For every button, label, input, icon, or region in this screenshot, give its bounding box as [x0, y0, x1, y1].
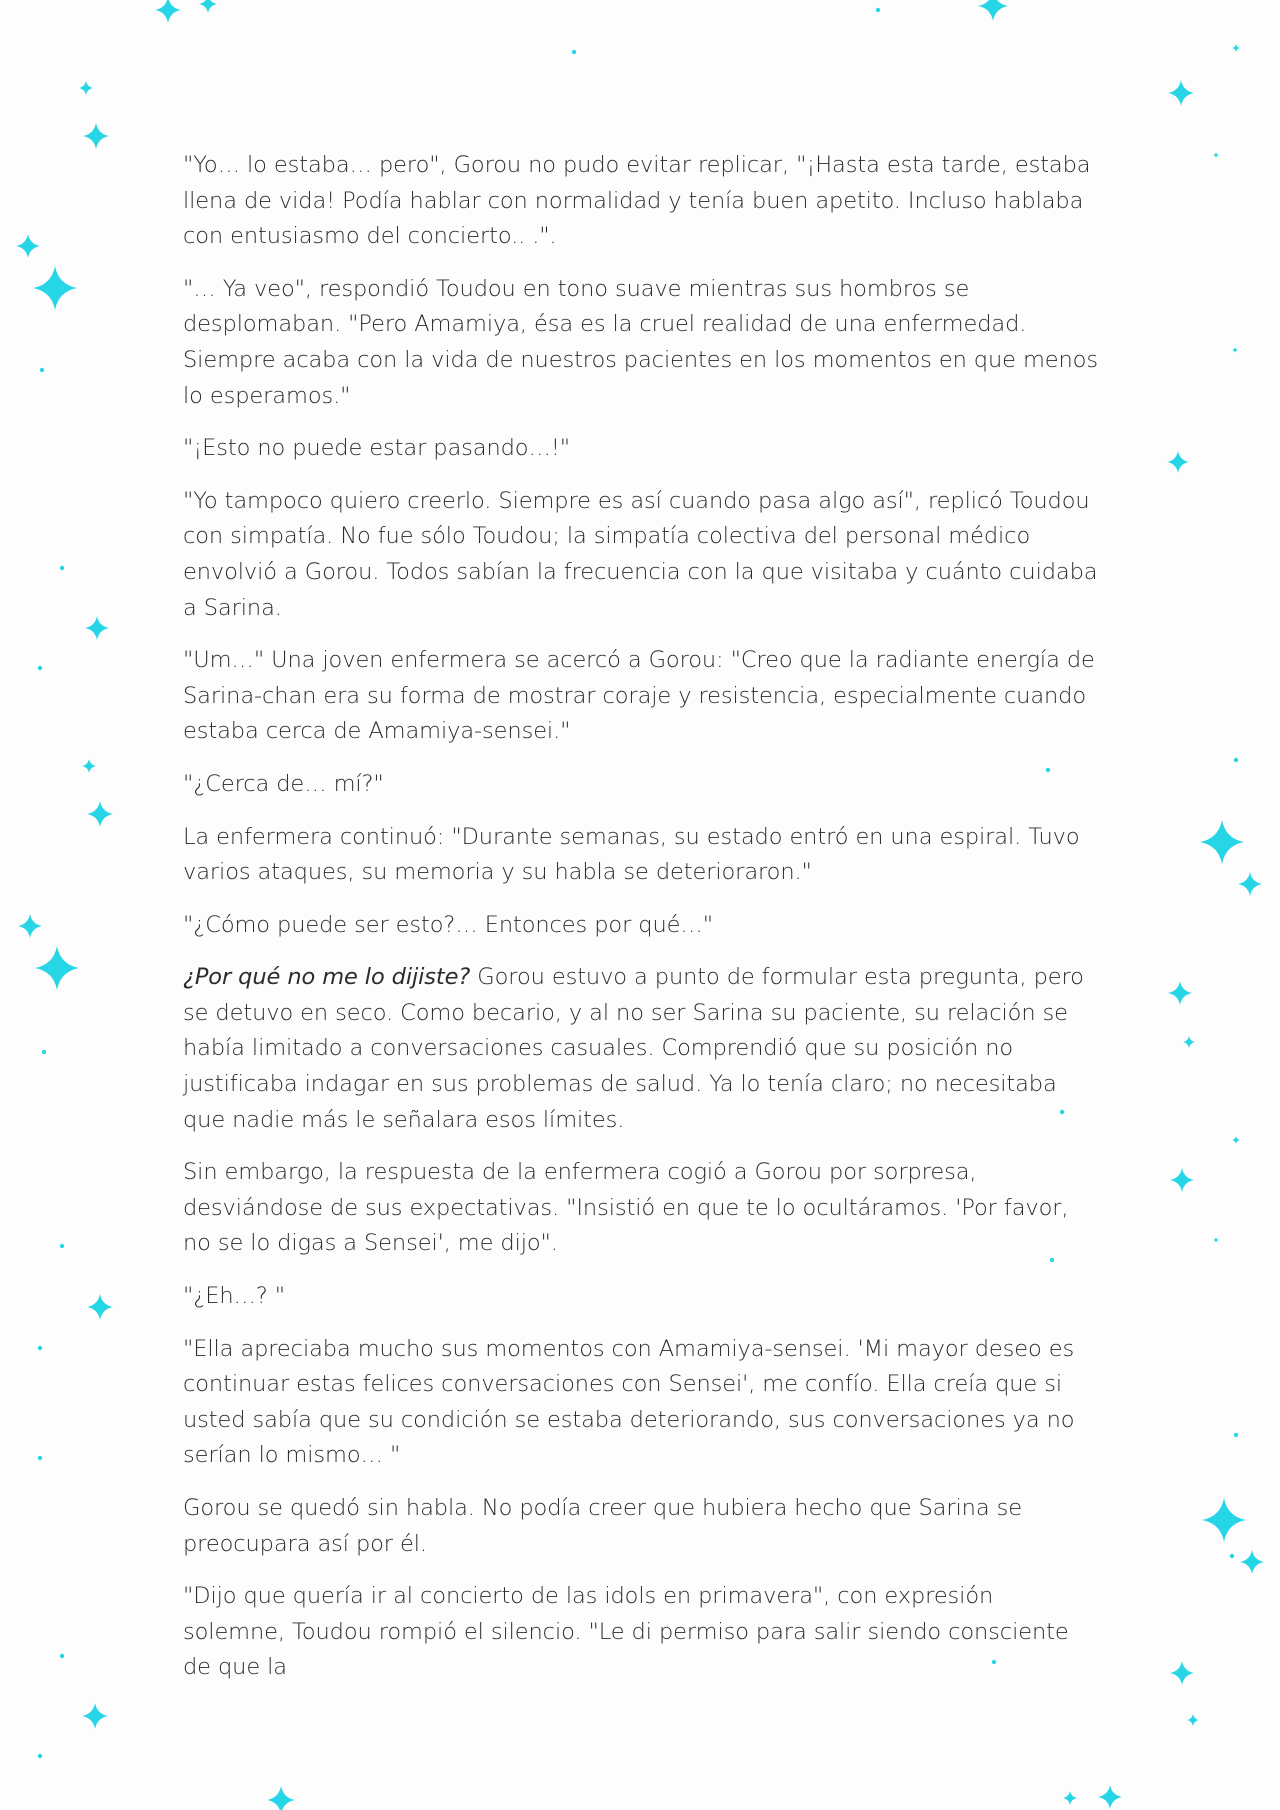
- four-point-sparkle-icon: [1063, 1791, 1077, 1805]
- four-point-sparkle-icon: [1213, 152, 1219, 158]
- sparkle-dot: [1234, 1433, 1238, 1437]
- paragraph-9: [183, 960, 1098, 1138]
- paragraph-12: "Ella apreciaba mucho sus momentos con Amamiya-sensei. 'Mi mayor deseo es continuar estas felices conversaciones con Sensei', me confío. Ella creía que si usted sabía que su condición se estaba deteriorando, sus conversaciones ya no serían lo mismo… ": [183, 1335, 1075, 1469]
- four-point-sparkle-icon: [1170, 1661, 1194, 1685]
- four-point-sparkle-icon: [79, 81, 93, 95]
- sparkle-dot: [876, 8, 880, 12]
- sparkle-dot: [42, 1050, 46, 1054]
- four-point-sparkle-icon: [978, 0, 1008, 21]
- four-point-sparkle-icon: [1167, 451, 1189, 473]
- four-point-sparkle-icon: [1232, 347, 1238, 353]
- italic-thought: ¿Por qué no me lo dijiste?: [183, 964, 471, 991]
- four-point-sparkle-icon: [18, 914, 42, 938]
- sparkle-dot: [572, 50, 576, 54]
- story-text: [183, 148, 1098, 1703]
- paragraph-13: Gorou se quedó sin habla. No podía creer que hubiera hecho que Sarina se preocupara así por él.: [183, 1495, 1022, 1557]
- paragraph-6: "¿Cerca de… mí?": [183, 770, 384, 797]
- paragraph-1: "Yo… lo estaba… pero", Gorou no pudo evitar replicar, "¡Hasta esta tarde, estaba llena de vida! Podía hablar con normalidad y tenía buen apetito. Incluso hablaba con entusiasmo del concierto.. .".: [183, 152, 1091, 250]
- paragraph-5: "Um…" Una joven enfermera se acercó a Gorou: "Creo que la radiante energía de Sarina-chan era su forma de mostrar coraje y resistencia, especialmente cuando estaba cerca de Amamiya-sensei.": [183, 647, 1095, 745]
- four-point-sparkle-icon: [155, 0, 181, 23]
- four-point-sparkle-icon: [1170, 1168, 1194, 1192]
- sparkle-dot: [60, 566, 64, 570]
- four-point-sparkle-icon: [1232, 1136, 1240, 1144]
- paragraph-4: "Yo tampoco quiero creerlo. Siempre es así cuando pasa algo así", replicó Toudou con simpatía. No fue sólo Toudou; la simpatía colectiva del personal médico envolvió a Gorou. Todos sabían la frecuencia con la que visitaba y cuánto cuidaba a Sarina.: [183, 487, 1098, 621]
- four-point-sparkle-icon: [87, 1294, 113, 1320]
- paragraph-9-text: Gorou estuvo a punto de formular esta pregunta, pero se detuvo en seco. Como becario, y al no ser Sarina su paciente, su relación se había limitado a conversaciones casuales. Comprendió que su posición no justificaba indagar en sus problemas de salud. Ya lo tenía claro; no necesitaba que nadie más le señalara esos límites.: [183, 964, 1084, 1133]
- paragraph-2: "… Ya veo", respondió Toudou en tono suave mientras sus hombros se desplomaban. "Pero Amamiya, ésa es la cruel realidad de una enfermedad. Siempre acaba con la vida de nuestros pacientes en los momentos en que menos lo esperamos.": [183, 275, 1098, 409]
- four-point-sparkle-icon: [1232, 44, 1240, 52]
- four-point-sparkle-icon: [1213, 1237, 1219, 1243]
- sparkle-dot: [38, 1346, 42, 1350]
- four-point-sparkle-icon: [35, 946, 79, 990]
- paragraph-11: "¿Eh…? ": [183, 1283, 286, 1310]
- paragraph-10: Sin embargo, la respuesta de la enfermera cogió a Gorou por sorpresa, desviándose de sus expectativas. "Insistió en que te lo ocultáramos. 'Por favor, no se lo digas a Sensei', me dijo".: [183, 1159, 1069, 1257]
- four-point-sparkle-icon: [267, 1786, 295, 1810]
- four-point-sparkle-icon: [1183, 1036, 1195, 1048]
- paragraph-14: "Dijo que quería ir al concierto de las idols en primavera", con expresión solemne, Toudou rompió el silencio. "Le di permiso para salir siendo consciente de que la: [183, 1583, 1069, 1681]
- sparkle-dot: [38, 1456, 42, 1460]
- four-point-sparkle-icon: [33, 266, 77, 310]
- sparkle-dot: [38, 666, 42, 670]
- four-point-sparkle-icon: [85, 616, 109, 640]
- four-point-sparkle-icon: [82, 1703, 108, 1729]
- paragraph-8: "¿Cómo puede ser esto?… Entonces por qué…": [183, 911, 713, 938]
- four-point-sparkle-icon: [1202, 1498, 1246, 1542]
- four-point-sparkle-icon: [1187, 1714, 1199, 1726]
- four-point-sparkle-icon: [1238, 872, 1262, 896]
- four-point-sparkle-icon: [1168, 981, 1192, 1005]
- sparkle-dot: [38, 1754, 42, 1758]
- sparkle-dot: [40, 368, 44, 372]
- four-point-sparkle-icon: [1168, 80, 1194, 106]
- four-point-sparkle-icon: [82, 759, 96, 773]
- sparkle-dot: [1230, 1554, 1234, 1558]
- four-point-sparkle-icon: [16, 234, 40, 258]
- four-point-sparkle-icon: [199, 0, 217, 13]
- paragraph-7: La enfermera continuó: "Durante semanas, su estado entró en una espiral. Tuvo varios ataques, su memoria y su habla se deterioraron.": [183, 823, 1080, 886]
- four-point-sparkle-icon: [1098, 1785, 1122, 1809]
- four-point-sparkle-icon: [83, 123, 109, 149]
- four-point-sparkle-icon: [87, 801, 113, 827]
- paragraph-3: "¡Esto no puede estar pasando…!": [183, 435, 571, 462]
- sparkle-dot: [60, 1654, 64, 1658]
- sparkle-dot: [1234, 758, 1238, 762]
- four-point-sparkle-icon: [1200, 820, 1244, 864]
- sparkle-dot: [60, 1244, 64, 1248]
- four-point-sparkle-icon: [1240, 1550, 1264, 1574]
